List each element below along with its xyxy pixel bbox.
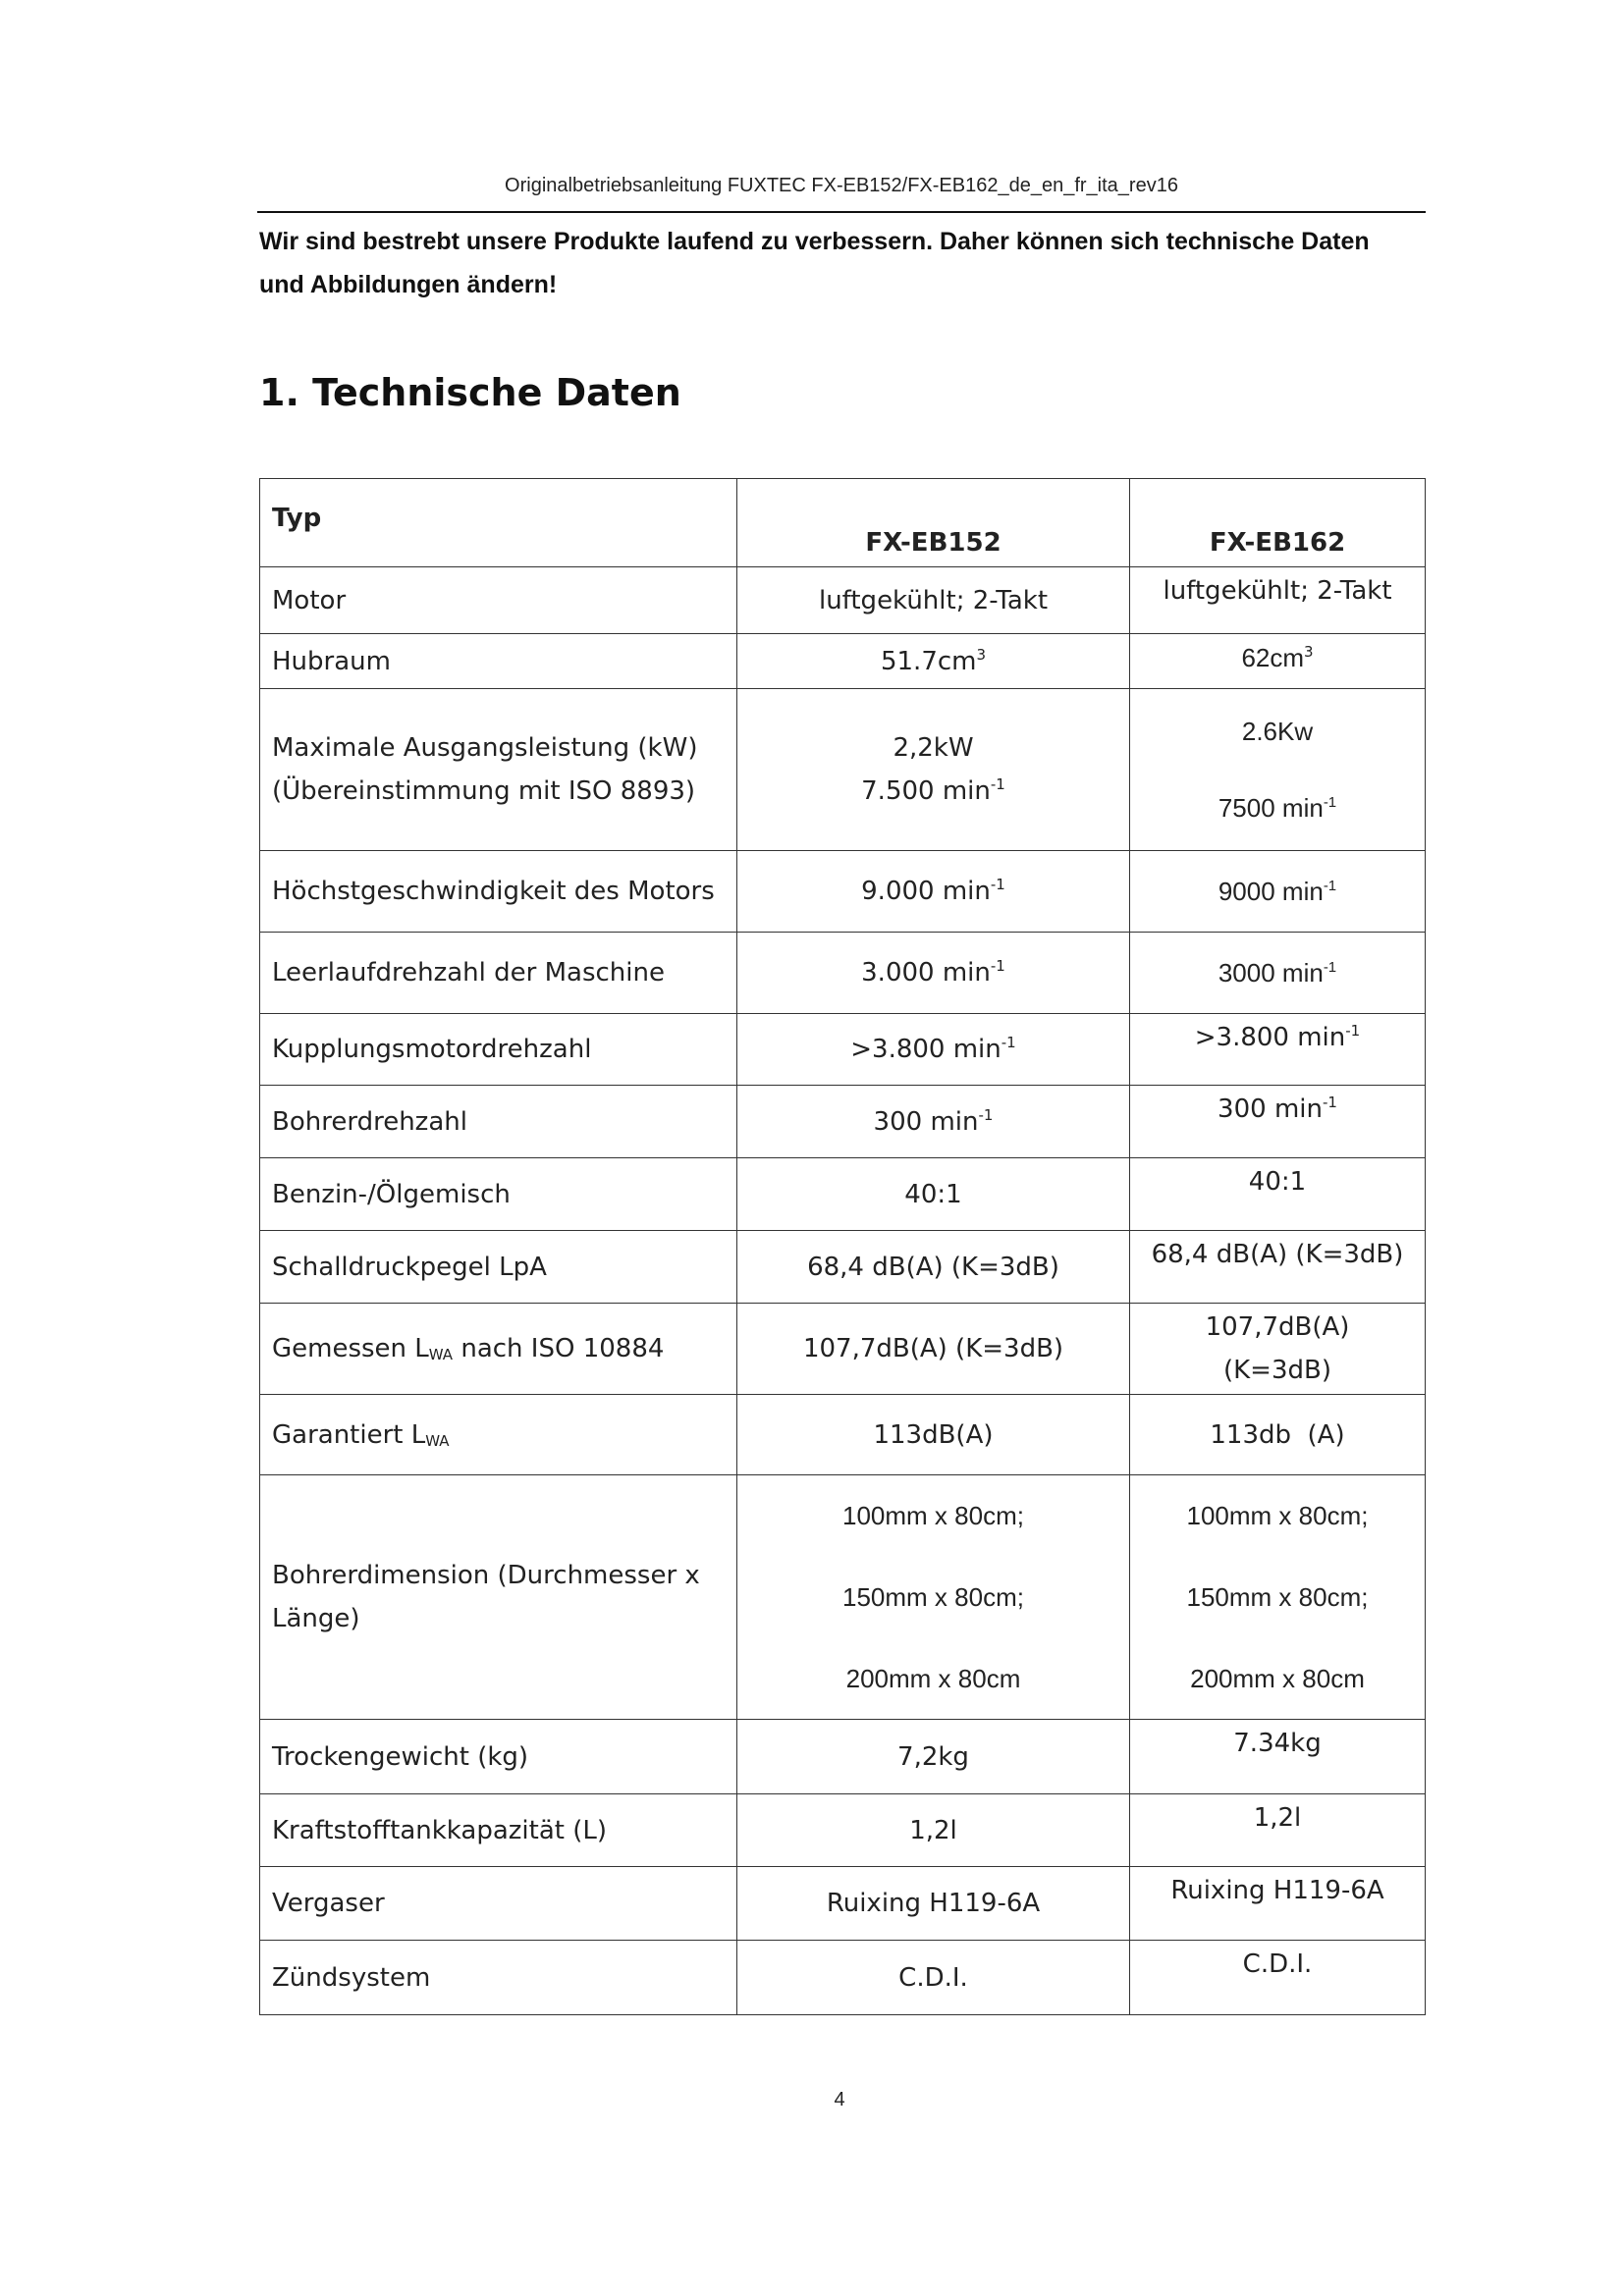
table-row-max-power (260, 689, 1426, 851)
table-row-motor (260, 567, 1426, 634)
model-fx-eb162: FX-EB162 (1130, 479, 1426, 567)
sound-pressure-value-eb162: 68,4 dB(A) (K=3dB) (1130, 1231, 1426, 1304)
max-power-label: Maximale Ausgangsleistung (kW) (Übereinstimmung mit ISO 8893) (260, 689, 737, 851)
idle-speed-value-eb152: 3.000 $\min^{-1}$ (737, 933, 1130, 1014)
max-speed-value-eb152: 9.000 $\min^{-1}$ (737, 851, 1130, 933)
table-row-drill-dimension (260, 1475, 1426, 1720)
displacement-value-eb152: $51.7cm^3$ (737, 634, 1130, 689)
tank-capacity-value-eb152: 1,2l (737, 1794, 1130, 1867)
clutch-speed-value-eb152: >3.800 $\min^{-1}$ (737, 1014, 1130, 1086)
dimension-option: 100mm x 80cm; (1186, 1501, 1369, 1531)
model-fx-eb152: FX-EB152 (737, 479, 1130, 567)
carburetor-value-eb152: Ruixing H119-6A (737, 1867, 1130, 1941)
guaranteed-lwa-value-eb162: 113db (A) (1130, 1395, 1426, 1475)
table-row-idle-speed (260, 933, 1426, 1014)
dimension-option: 200mm x 80cm (845, 1663, 1021, 1693)
carburetor-value-eb162: Ruixing H119-6A (1130, 1867, 1426, 1941)
fuel-mix-value-eb152: 40:1 (737, 1158, 1130, 1231)
running-header: Originalbetriebsanleitung FUXTEC FX-EB152/FX-EB162_de_en_fr_ita_rev16 (505, 175, 1178, 196)
dimension-option: 100mm x 80cm; (842, 1501, 1024, 1531)
table-row-fuel-mix (260, 1158, 1426, 1231)
idle-speed-label: Leerlaufdrehzahl der Maschine (260, 933, 737, 1014)
sound-pressure-value-eb152: 68,4 dB(A) (K=3dB) (737, 1231, 1130, 1304)
page-number: 4 (834, 2089, 845, 2110)
measured-lwa-value-eb162: 107,7dB(A) (K=3dB) (1130, 1304, 1426, 1395)
table-row-tank-capacity (260, 1794, 1426, 1867)
type-label: Typ (260, 479, 737, 567)
tank-capacity-value-eb162: 1,2l (1130, 1794, 1426, 1867)
dry-weight-value-eb152: 7,2kg (737, 1720, 1130, 1794)
fuel-mix-label: Benzin-/Ölgemisch (260, 1158, 737, 1231)
drill-dimension-value-eb152 (737, 1475, 1130, 1720)
section-title: 1. Technische Daten (259, 371, 681, 414)
technical-data-table (259, 478, 1426, 2015)
displacement-label: Hubraum (260, 634, 737, 689)
dimension-option: 150mm x 80cm; (1186, 1581, 1369, 1612)
motor-value-eb162: luftgekühlt; 2-Takt (1130, 567, 1426, 634)
drill-speed-value-eb152: 300 $\min^{-1}$ (737, 1086, 1130, 1158)
dry-weight-label: Trockengewicht (kg) (260, 1720, 737, 1794)
max-power-value-eb152: 2,2kW 7.500 $\min^{-1}$ (737, 689, 1130, 851)
dry-weight-value-eb162: 7.34kg (1130, 1720, 1426, 1794)
dimension-option: 150mm x 80cm; (842, 1581, 1024, 1612)
tank-capacity-label: Kraftstofftankkapazität (L) (260, 1794, 737, 1867)
table-row-displacement (260, 634, 1426, 689)
ignition-value-eb152: C.D.I. (737, 1941, 1130, 2015)
table-row-max-speed (260, 851, 1426, 933)
drill-speed-label: Bohrerdrehzahl (260, 1086, 737, 1158)
guaranteed-lwa-label: Garantiert $L_{WA}$ (260, 1395, 737, 1475)
clutch-speed-value-eb162: >3.800 $\min^{-1}$ (1130, 1014, 1426, 1086)
table-row-clutch-speed (260, 1014, 1426, 1086)
drill-speed-value-eb162: 300 $\min^{-1}$ (1130, 1086, 1426, 1158)
table-row-drill-speed (260, 1086, 1426, 1158)
motor-label: Motor (260, 567, 737, 634)
motor-value-eb152: luftgekühlt; 2-Takt (737, 567, 1130, 634)
ignition-value-eb162: C.D.I. (1130, 1941, 1426, 2015)
idle-speed-value-eb162: 3000 $\min^{-1}$ (1130, 933, 1426, 1014)
table-row-measured-lwa (260, 1304, 1426, 1395)
drill-dimension-value-eb162 (1130, 1475, 1426, 1720)
max-speed-value-eb162: 9000 $\min^{-1}$ (1130, 851, 1426, 933)
improvement-notice: Wir sind bestrebt unsere Produkte laufend zu verbessern. Daher können sich technische Daten und Abbildungen ändern! (259, 228, 1370, 298)
max-speed-label: Höchstgeschwindigkeit des Motors (260, 851, 737, 933)
table-row-type (260, 479, 1426, 567)
sound-pressure-label: Schalldruckpegel LpA (260, 1231, 737, 1304)
table-row-carburetor (260, 1867, 1426, 1941)
dimension-option: 200mm x 80cm (1190, 1663, 1365, 1693)
guaranteed-lwa-value-eb152: 113dB(A) (737, 1395, 1130, 1475)
carburetor-label: Vergaser (260, 1867, 737, 1941)
displacement-value-eb162: $62cm^3$ (1130, 634, 1426, 689)
fuel-mix-value-eb162: 40:1 (1130, 1158, 1426, 1231)
ignition-label: Zündsystem (260, 1941, 737, 2015)
table-row-guaranteed-lwa (260, 1395, 1426, 1475)
table-row-ignition (260, 1941, 1426, 2015)
measured-lwa-value-eb152: 107,7dB(A) (K=3dB) (737, 1304, 1130, 1395)
max-power-value-eb162: 2.6Kw 7500 $\min^{-1}$ (1130, 689, 1426, 851)
table-row-sound-pressure (260, 1231, 1426, 1304)
drill-dimension-label: Bohrerdimension (Durchmesser x Länge) (260, 1475, 737, 1720)
clutch-speed-label: Kupplungsmotordrehzahl (260, 1014, 737, 1086)
measured-lwa-label: Gemessen $L_{WA}$ nach ISO 10884 (260, 1304, 737, 1395)
header-rule (257, 211, 1426, 213)
table-row-dry-weight (260, 1720, 1426, 1794)
